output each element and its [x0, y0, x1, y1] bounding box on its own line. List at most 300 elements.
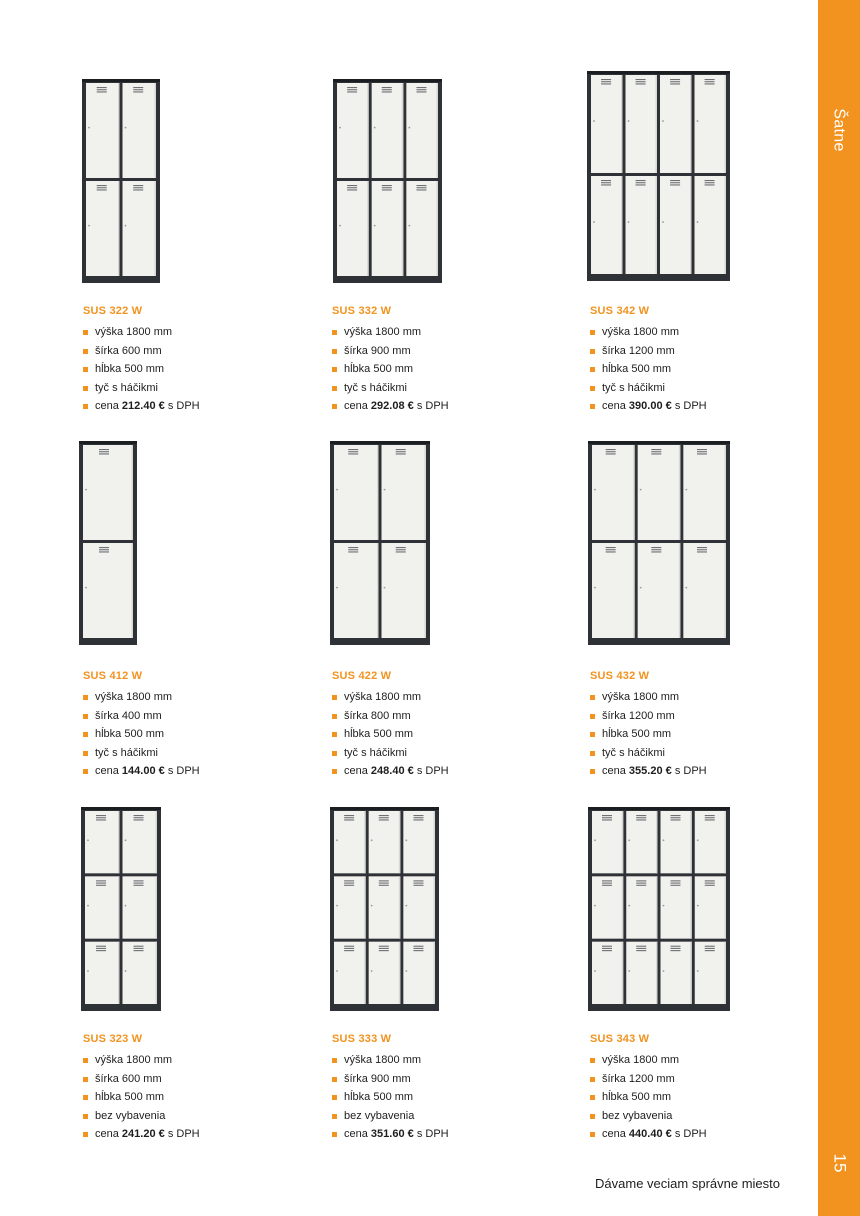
spec-height: výška 1800 mm — [332, 688, 552, 707]
lock-dot — [384, 489, 386, 491]
vent-slot — [705, 83, 715, 84]
door-edge — [622, 942, 624, 1004]
vent-slot — [636, 182, 646, 183]
lock-dot — [371, 905, 373, 907]
door-edge — [367, 83, 369, 178]
vent-slot — [413, 948, 423, 949]
door-edge — [725, 811, 727, 873]
vent-slot — [348, 551, 358, 552]
locker-door — [382, 445, 427, 540]
spec-price: cena 144.00 € s DPH — [83, 762, 303, 781]
spec-height: výška 1800 mm — [590, 1051, 810, 1070]
product-name: SUS 322 W — [83, 305, 143, 317]
vent-slot — [379, 815, 389, 816]
vent-slot — [133, 187, 143, 188]
spec-price: cena 248.40 € s DPH — [332, 762, 552, 781]
door-edge — [156, 942, 158, 1004]
vent-slot — [601, 79, 611, 80]
lock-dot — [87, 839, 89, 841]
door-edge — [377, 445, 379, 540]
locker-door — [406, 83, 438, 178]
door-edge — [621, 176, 623, 274]
lock-dot — [594, 905, 596, 907]
lock-dot — [85, 587, 87, 589]
vent-slot — [133, 89, 143, 90]
locker-door — [83, 543, 133, 638]
vent-slot — [382, 185, 392, 186]
spec-depth: hĺbka 500 mm — [332, 725, 552, 744]
door-edge — [656, 176, 658, 274]
spec-width: šírka 1200 mm — [590, 707, 810, 726]
spec-equipment: tyč s háčikmi — [83, 744, 303, 763]
section-sidebar — [818, 0, 860, 1216]
vent-slot — [379, 817, 389, 818]
cabinet-top — [588, 807, 730, 810]
locker-door — [695, 75, 727, 173]
locker-door — [591, 176, 623, 274]
vent-slot — [134, 880, 144, 881]
locker-door — [592, 543, 635, 638]
door-edge — [118, 811, 120, 873]
door-edge — [155, 181, 157, 276]
spec-depth: hĺbka 500 mm — [83, 1088, 303, 1107]
vent-slot — [413, 817, 423, 818]
vent-slot — [379, 950, 389, 951]
vent-slot — [651, 453, 661, 454]
vent-slot — [348, 549, 358, 550]
price-value: 440.40 € — [628, 1128, 672, 1141]
door-edge — [656, 811, 658, 873]
locker-image-sus-322-w — [82, 79, 160, 283]
locker-cabinet — [587, 71, 730, 281]
price-value: 355.20 € — [628, 765, 672, 778]
spec-price: cena 292.08 € s DPH — [332, 397, 552, 416]
product-info — [83, 304, 303, 416]
vent-slot — [670, 79, 680, 80]
locker-door — [591, 75, 623, 173]
locker-cabinet — [82, 79, 160, 283]
vent-slot — [344, 815, 354, 816]
section-title: Šatne — [831, 108, 848, 152]
vent-slot — [697, 551, 707, 552]
lock-dot — [85, 489, 87, 491]
spec-width: šírka 1200 mm — [590, 342, 810, 361]
spec-list — [83, 688, 303, 781]
vent-slot — [348, 451, 358, 452]
door-edge — [690, 876, 692, 938]
lock-dot — [125, 127, 127, 129]
price-value: 248.40 € — [370, 765, 414, 778]
vent-slot — [670, 83, 680, 84]
price-value: 241.20 € — [121, 1128, 165, 1141]
cabinet-top — [330, 441, 430, 444]
product-info — [83, 669, 303, 781]
door-edge — [621, 75, 623, 173]
door-edge — [377, 543, 379, 638]
locker-door — [334, 445, 379, 540]
door-edge — [118, 83, 120, 178]
vent-slot — [344, 817, 354, 818]
locker-cabinet — [79, 441, 137, 645]
lock-dot — [594, 970, 596, 972]
spec-price: cena 440.40 € s DPH — [590, 1125, 810, 1144]
spec-list — [83, 1051, 303, 1144]
spec-depth: hĺbka 500 mm — [590, 1088, 810, 1107]
locker-image-sus-333-w — [330, 807, 439, 1011]
spec-equipment: bez vybavenia — [83, 1107, 303, 1126]
spec-depth: hĺbka 500 mm — [332, 360, 552, 379]
locker-cabinet — [333, 79, 442, 283]
spec-list — [590, 688, 810, 781]
vent-slot — [601, 184, 611, 185]
vent-slot — [705, 946, 715, 947]
lock-dot — [339, 225, 341, 227]
vent-slot — [347, 189, 357, 190]
vent-slot — [606, 449, 616, 450]
vent-slot — [134, 815, 144, 816]
spec-price: cena 212.40 € s DPH — [83, 397, 303, 416]
lock-dot — [593, 120, 595, 122]
spec-height: výška 1800 mm — [83, 1051, 303, 1070]
vent-slot — [602, 950, 612, 951]
vent-slot — [697, 547, 707, 548]
lock-dot — [336, 905, 338, 907]
lock-dot — [125, 905, 127, 907]
cabinet-top — [79, 441, 137, 444]
vent-slot — [670, 81, 680, 82]
spec-depth: hĺbka 500 mm — [83, 360, 303, 379]
vent-slot — [396, 549, 406, 550]
vent-slot — [347, 87, 357, 88]
locker-door — [660, 75, 692, 173]
price-value: 351.60 € — [370, 1128, 414, 1141]
vent-slot — [606, 453, 616, 454]
price-value: 144.00 € — [121, 765, 165, 778]
vent-slot — [636, 817, 646, 818]
cabinet-top — [587, 71, 730, 74]
footer-slogan: Dávame veciam správne miesto — [595, 1176, 780, 1191]
vent-slot — [671, 950, 681, 951]
lock-dot — [371, 970, 373, 972]
vent-slot — [705, 182, 715, 183]
spec-height: výška 1800 mm — [590, 323, 810, 342]
vent-slot — [602, 946, 612, 947]
door-edge — [679, 543, 681, 638]
vent-slot — [99, 551, 109, 552]
door-edge — [656, 942, 658, 1004]
vent-slot — [382, 91, 392, 92]
vent-slot — [134, 948, 144, 949]
vent-slot — [697, 453, 707, 454]
lock-dot — [697, 839, 699, 841]
vent-slot — [97, 189, 107, 190]
lock-dot — [371, 839, 373, 841]
spec-height: výška 1800 mm — [590, 688, 810, 707]
door-edge — [725, 75, 727, 173]
spec-height: výška 1800 mm — [332, 1051, 552, 1070]
lock-dot — [125, 225, 127, 227]
door-edge — [155, 83, 157, 178]
spec-list — [590, 1051, 810, 1144]
vent-slot — [606, 549, 616, 550]
lock-dot — [593, 221, 595, 223]
vent-slot — [344, 885, 354, 886]
door-edge — [118, 181, 120, 276]
vent-slot — [382, 189, 392, 190]
lock-dot — [87, 905, 89, 907]
spec-width: šírka 600 mm — [83, 342, 303, 361]
vent-slot — [134, 946, 144, 947]
spec-height: výška 1800 mm — [332, 323, 552, 342]
spec-equipment: tyč s háčikmi — [83, 379, 303, 398]
vent-slot — [344, 946, 354, 947]
lock-dot — [628, 221, 630, 223]
door-edge — [399, 876, 401, 938]
vent-slot — [602, 948, 612, 949]
vent-slot — [134, 885, 144, 886]
lock-dot — [663, 905, 665, 907]
locker-cabinet — [330, 807, 439, 1011]
vent-slot — [705, 815, 715, 816]
vent-slot — [705, 180, 715, 181]
spec-equipment: bez vybavenia — [590, 1107, 810, 1126]
door-edge — [690, 75, 692, 173]
vent-slot — [348, 453, 358, 454]
vent-slot — [96, 817, 106, 818]
vent-slot — [396, 449, 406, 450]
locker-cabinet — [588, 807, 730, 1011]
lock-dot — [408, 127, 410, 129]
vent-slot — [99, 451, 109, 452]
spec-list — [332, 1051, 552, 1144]
vent-slot — [636, 815, 646, 816]
vent-slot — [379, 946, 389, 947]
door-edge — [434, 811, 436, 873]
vent-slot — [96, 950, 106, 951]
vent-slot — [344, 880, 354, 881]
vent-slot — [671, 880, 681, 881]
lock-dot — [662, 120, 664, 122]
lock-dot — [685, 489, 687, 491]
locker-image-sus-342-w — [587, 71, 730, 281]
locker-door — [683, 543, 726, 638]
locker-image-sus-432-w — [588, 441, 730, 645]
vent-slot — [97, 89, 107, 90]
lock-dot — [405, 970, 407, 972]
price-value: 212.40 € — [121, 400, 165, 413]
spec-height: výška 1800 mm — [83, 688, 303, 707]
door-edge — [725, 942, 727, 1004]
spec-list — [590, 323, 810, 416]
vent-slot — [651, 449, 661, 450]
door-edge — [367, 181, 369, 276]
vent-slot — [134, 819, 144, 820]
locker-image-sus-332-w — [333, 79, 442, 283]
vent-slot — [413, 815, 423, 816]
vent-slot — [705, 81, 715, 82]
vent-slot — [96, 815, 106, 816]
door-edge — [118, 942, 120, 1004]
locker-door — [337, 181, 369, 276]
lock-dot — [697, 120, 699, 122]
door-edge — [402, 181, 404, 276]
door-edge — [725, 876, 727, 938]
locker-cabinet — [330, 441, 430, 645]
lock-dot — [628, 905, 630, 907]
vent-slot — [96, 880, 106, 881]
locker-image-sus-343-w — [588, 807, 730, 1011]
vent-slot — [636, 950, 646, 951]
vent-slot — [601, 182, 611, 183]
vent-slot — [133, 185, 143, 186]
vent-slot — [416, 91, 426, 92]
vent-slot — [602, 880, 612, 881]
vent-slot — [651, 549, 661, 550]
vent-slot — [416, 189, 426, 190]
vent-slot — [379, 948, 389, 949]
lock-dot — [88, 127, 90, 129]
lock-dot — [697, 905, 699, 907]
vent-slot — [705, 883, 715, 884]
door-edge — [132, 543, 134, 638]
vent-slot — [671, 885, 681, 886]
cabinet-top — [588, 441, 730, 444]
lock-dot — [405, 905, 407, 907]
lock-dot — [374, 127, 376, 129]
vent-slot — [348, 547, 358, 548]
lock-dot — [628, 120, 630, 122]
door-edge — [690, 176, 692, 274]
spec-depth: hĺbka 500 mm — [590, 360, 810, 379]
lock-dot — [384, 587, 386, 589]
vent-slot — [602, 817, 612, 818]
door-edge — [402, 83, 404, 178]
spec-price: cena 355.20 € s DPH — [590, 762, 810, 781]
product-info — [332, 1032, 552, 1144]
locker-door — [123, 181, 157, 276]
product-info — [590, 304, 810, 416]
vent-slot — [602, 819, 612, 820]
vent-slot — [348, 449, 358, 450]
lock-dot — [697, 970, 699, 972]
locker-door — [372, 181, 404, 276]
lock-dot — [663, 839, 665, 841]
vent-slot — [671, 883, 681, 884]
vent-slot — [133, 87, 143, 88]
spec-price: cena 390.00 € s DPH — [590, 397, 810, 416]
vent-slot — [671, 819, 681, 820]
door-edge — [725, 543, 727, 638]
product-name: SUS 342 W — [590, 305, 650, 317]
door-edge — [622, 811, 624, 873]
locker-cabinet — [588, 441, 730, 645]
vent-slot — [97, 87, 107, 88]
spec-equipment: tyč s háčikmi — [332, 744, 552, 763]
vent-slot — [379, 819, 389, 820]
lock-dot — [87, 970, 89, 972]
lock-dot — [594, 489, 596, 491]
locker-door — [334, 543, 379, 638]
door-edge — [633, 445, 635, 540]
door-edge — [633, 543, 635, 638]
product-info — [590, 1032, 810, 1144]
locker-door — [372, 83, 404, 178]
vent-slot — [670, 180, 680, 181]
locker-door — [86, 181, 120, 276]
door-edge — [364, 942, 366, 1004]
vent-slot — [99, 449, 109, 450]
vent-slot — [347, 185, 357, 186]
lock-dot — [685, 587, 687, 589]
vent-slot — [705, 880, 715, 881]
door-edge — [690, 942, 692, 1004]
door-edge — [425, 445, 427, 540]
spec-equipment: bez vybavenia — [332, 1107, 552, 1126]
vent-slot — [396, 551, 406, 552]
lock-dot — [374, 225, 376, 227]
spec-height: výška 1800 mm — [83, 323, 303, 342]
door-edge — [437, 181, 439, 276]
locker-door — [382, 543, 427, 638]
vent-slot — [396, 547, 406, 548]
vent-slot — [413, 950, 423, 951]
vent-slot — [705, 948, 715, 949]
spec-width: šírka 800 mm — [332, 707, 552, 726]
product-name: SUS 412 W — [83, 670, 143, 682]
door-edge — [118, 876, 120, 938]
vent-slot — [636, 81, 646, 82]
vent-slot — [651, 451, 661, 452]
spec-equipment: tyč s háčikmi — [590, 379, 810, 398]
product-name: SUS 333 W — [332, 1033, 392, 1045]
vent-slot — [416, 187, 426, 188]
lock-dot — [628, 839, 630, 841]
product-info — [590, 669, 810, 781]
vent-slot — [705, 817, 715, 818]
vent-slot — [413, 883, 423, 884]
product-info — [332, 304, 552, 416]
door-edge — [132, 445, 134, 540]
vent-slot — [134, 817, 144, 818]
vent-slot — [651, 551, 661, 552]
vent-slot — [671, 946, 681, 947]
product-name: SUS 422 W — [332, 670, 392, 682]
product-info — [83, 1032, 303, 1144]
vent-slot — [697, 549, 707, 550]
door-edge — [364, 811, 366, 873]
vent-slot — [416, 185, 426, 186]
locker-door — [638, 543, 681, 638]
vent-slot — [636, 883, 646, 884]
vent-slot — [396, 451, 406, 452]
cabinet-top — [333, 79, 442, 82]
locker-door — [638, 445, 681, 540]
vent-slot — [705, 885, 715, 886]
vent-slot — [670, 184, 680, 185]
lock-dot — [125, 970, 127, 972]
lock-dot — [594, 587, 596, 589]
spec-depth: hĺbka 500 mm — [332, 1088, 552, 1107]
vent-slot — [636, 885, 646, 886]
page-number: 15 — [829, 1153, 849, 1173]
door-edge — [622, 876, 624, 938]
door-edge — [156, 811, 158, 873]
door-edge — [399, 942, 401, 1004]
product-name: SUS 332 W — [332, 305, 392, 317]
vent-slot — [601, 83, 611, 84]
vent-slot — [344, 948, 354, 949]
vent-slot — [606, 551, 616, 552]
